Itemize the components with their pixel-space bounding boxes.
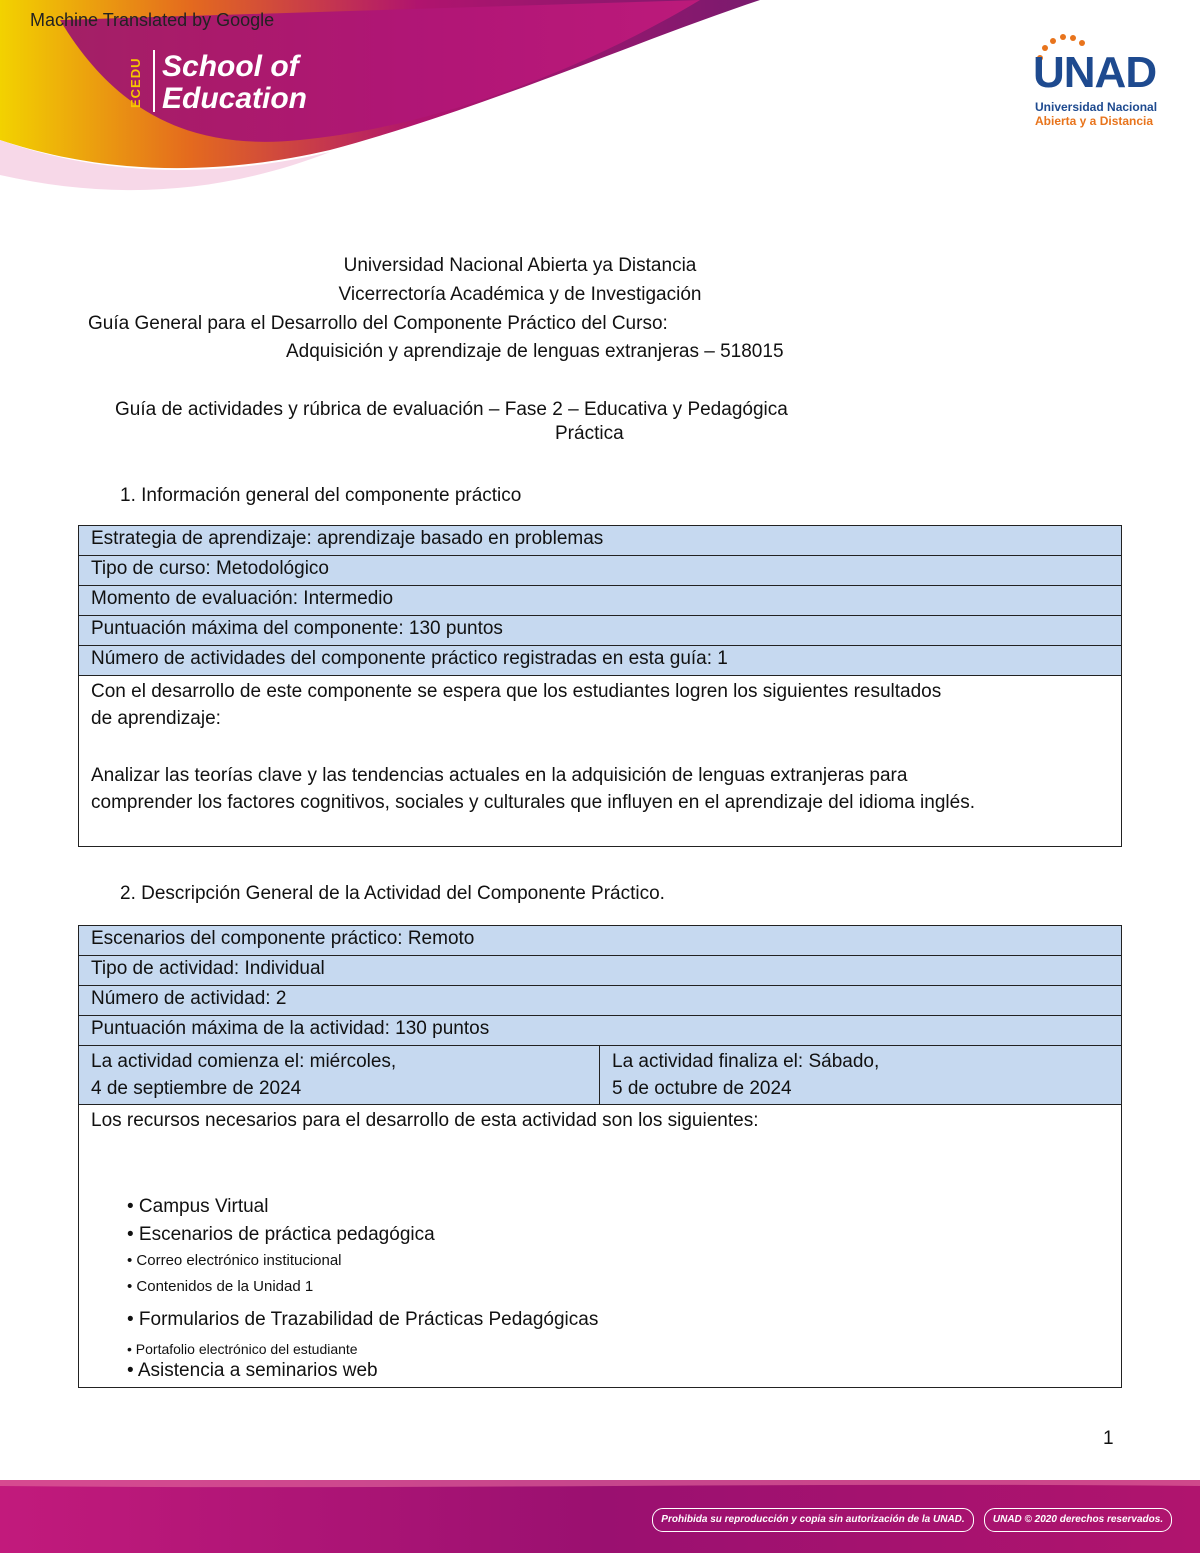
- vice-rectory-title: Vicerrectoría Académica y de Investigación: [338, 284, 702, 305]
- resource-item: • Correo electrónico institucional: [127, 1252, 342, 1269]
- guide-title: Guía General para el Desarrollo del Componente Práctico del Curso:: [88, 313, 668, 334]
- table-row: [79, 526, 1122, 556]
- table-cell: Tipo de curso: Metodológico: [79, 556, 1122, 586]
- table-cell: Tipo de actividad: Individual: [79, 956, 1122, 986]
- table-cell: Estrategia de aprendizaje: aprendizaje basado en problemas: [79, 526, 1122, 556]
- brand-divider: [153, 50, 155, 112]
- resource-item: • Escenarios de práctica pedagógica: [127, 1224, 435, 1245]
- table-row: [79, 1046, 1122, 1105]
- table-row: [79, 1105, 1122, 1388]
- resource-item: • Formularios de Trazabilidad de Prácticas Pedagógicas: [127, 1309, 599, 1330]
- end-date-value: 5 de octubre de 2024: [612, 1078, 792, 1099]
- table-row: [79, 586, 1122, 616]
- table-cell: Número de actividad: 2: [79, 986, 1122, 1016]
- table-row: [79, 646, 1122, 676]
- resource-item: • Asistencia a seminarios web: [127, 1360, 378, 1381]
- table-cell: Puntuación máxima de la actividad: 130 puntos: [79, 1016, 1122, 1046]
- outcomes-intro-2: de aprendizaje:: [91, 708, 221, 729]
- page-number: 1: [1103, 1428, 1114, 1449]
- footer-copyright: UNAD © 2020 derechos reservados.: [984, 1508, 1172, 1532]
- start-date-label: La actividad comienza el: miércoles,: [91, 1051, 397, 1072]
- translation-notice: Machine Translated by Google: [30, 10, 275, 30]
- table-cell: Puntuación máxima del componente: 130 puntos: [79, 616, 1122, 646]
- start-date-cell: [79, 1046, 600, 1105]
- activities-title-2: Práctica: [555, 423, 624, 444]
- activities-title-1: Guía de actividades y rúbrica de evaluación – Fase 2 – Educativa y Pedagógica: [115, 399, 788, 420]
- table-row: [79, 986, 1122, 1016]
- table-row: [79, 556, 1122, 586]
- end-date-cell: [600, 1046, 1122, 1105]
- unad-subtitle-2: Abierta y a Distancia: [1035, 114, 1154, 128]
- university-title: Universidad Nacional Abierta ya Distancia: [343, 255, 697, 276]
- outcomes-intro-1: Con el desarrollo de este componente se espera que los estudiantes logren los siguientes resultados: [91, 681, 942, 702]
- section2-heading: 2. Descripción General de la Actividad del Componente Práctico.: [120, 883, 665, 904]
- unad-logo-text: UNAD: [1033, 48, 1157, 97]
- table-cell: Momento de evaluación: Intermedio: [79, 586, 1122, 616]
- resources-intro: Los recursos necesarios para el desarrollo de esta actividad son los siguientes:: [91, 1110, 759, 1131]
- table-row: [79, 616, 1122, 646]
- resources-cell: [79, 1105, 1122, 1388]
- component-info-table: [78, 525, 1122, 847]
- table-cell: Número de actividades del componente práctico registradas en esta guía: 1: [79, 646, 1122, 676]
- table-cell: Escenarios del componente práctico: Remoto: [79, 926, 1122, 956]
- ecedu-side-label: ECEDU: [128, 57, 143, 109]
- footer-reproduction-notice: Prohibida su reproducción y copia sin autorización de la UNAD.: [652, 1508, 974, 1532]
- end-date-label: La actividad finaliza el: Sábado,: [612, 1051, 880, 1072]
- unad-subtitle-1: Universidad Nacional: [1035, 100, 1158, 114]
- start-date-value: 4 de septiembre de 2024: [91, 1078, 302, 1099]
- section1-heading: 1. Información general del componente práctico: [120, 485, 522, 506]
- resource-item: • Campus Virtual: [127, 1196, 269, 1217]
- course-title: Adquisición y aprendizaje de lenguas extranjeras – 518015: [286, 341, 784, 362]
- outcome-text-1: Analizar las teorías clave y las tendencias actuales en la adquisición de lenguas extranjeras para: [91, 765, 908, 786]
- outcome-text-2: comprender los factores cognitivos, sociales y culturales que influyen en el aprendizaje del idioma inglés.: [91, 792, 975, 813]
- table-row: [79, 676, 1122, 847]
- education-text: Education: [162, 82, 308, 115]
- activity-description-table: [78, 925, 1122, 1388]
- school-of-text: School of: [162, 50, 299, 83]
- table-row: [79, 956, 1122, 986]
- table-row: [79, 1016, 1122, 1046]
- resource-item: • Portafolio electrónico del estudiante: [127, 1341, 358, 1357]
- resource-item: • Contenidos de la Unidad 1: [127, 1278, 314, 1295]
- table-row: [79, 926, 1122, 956]
- learning-outcomes-cell: [79, 676, 1122, 847]
